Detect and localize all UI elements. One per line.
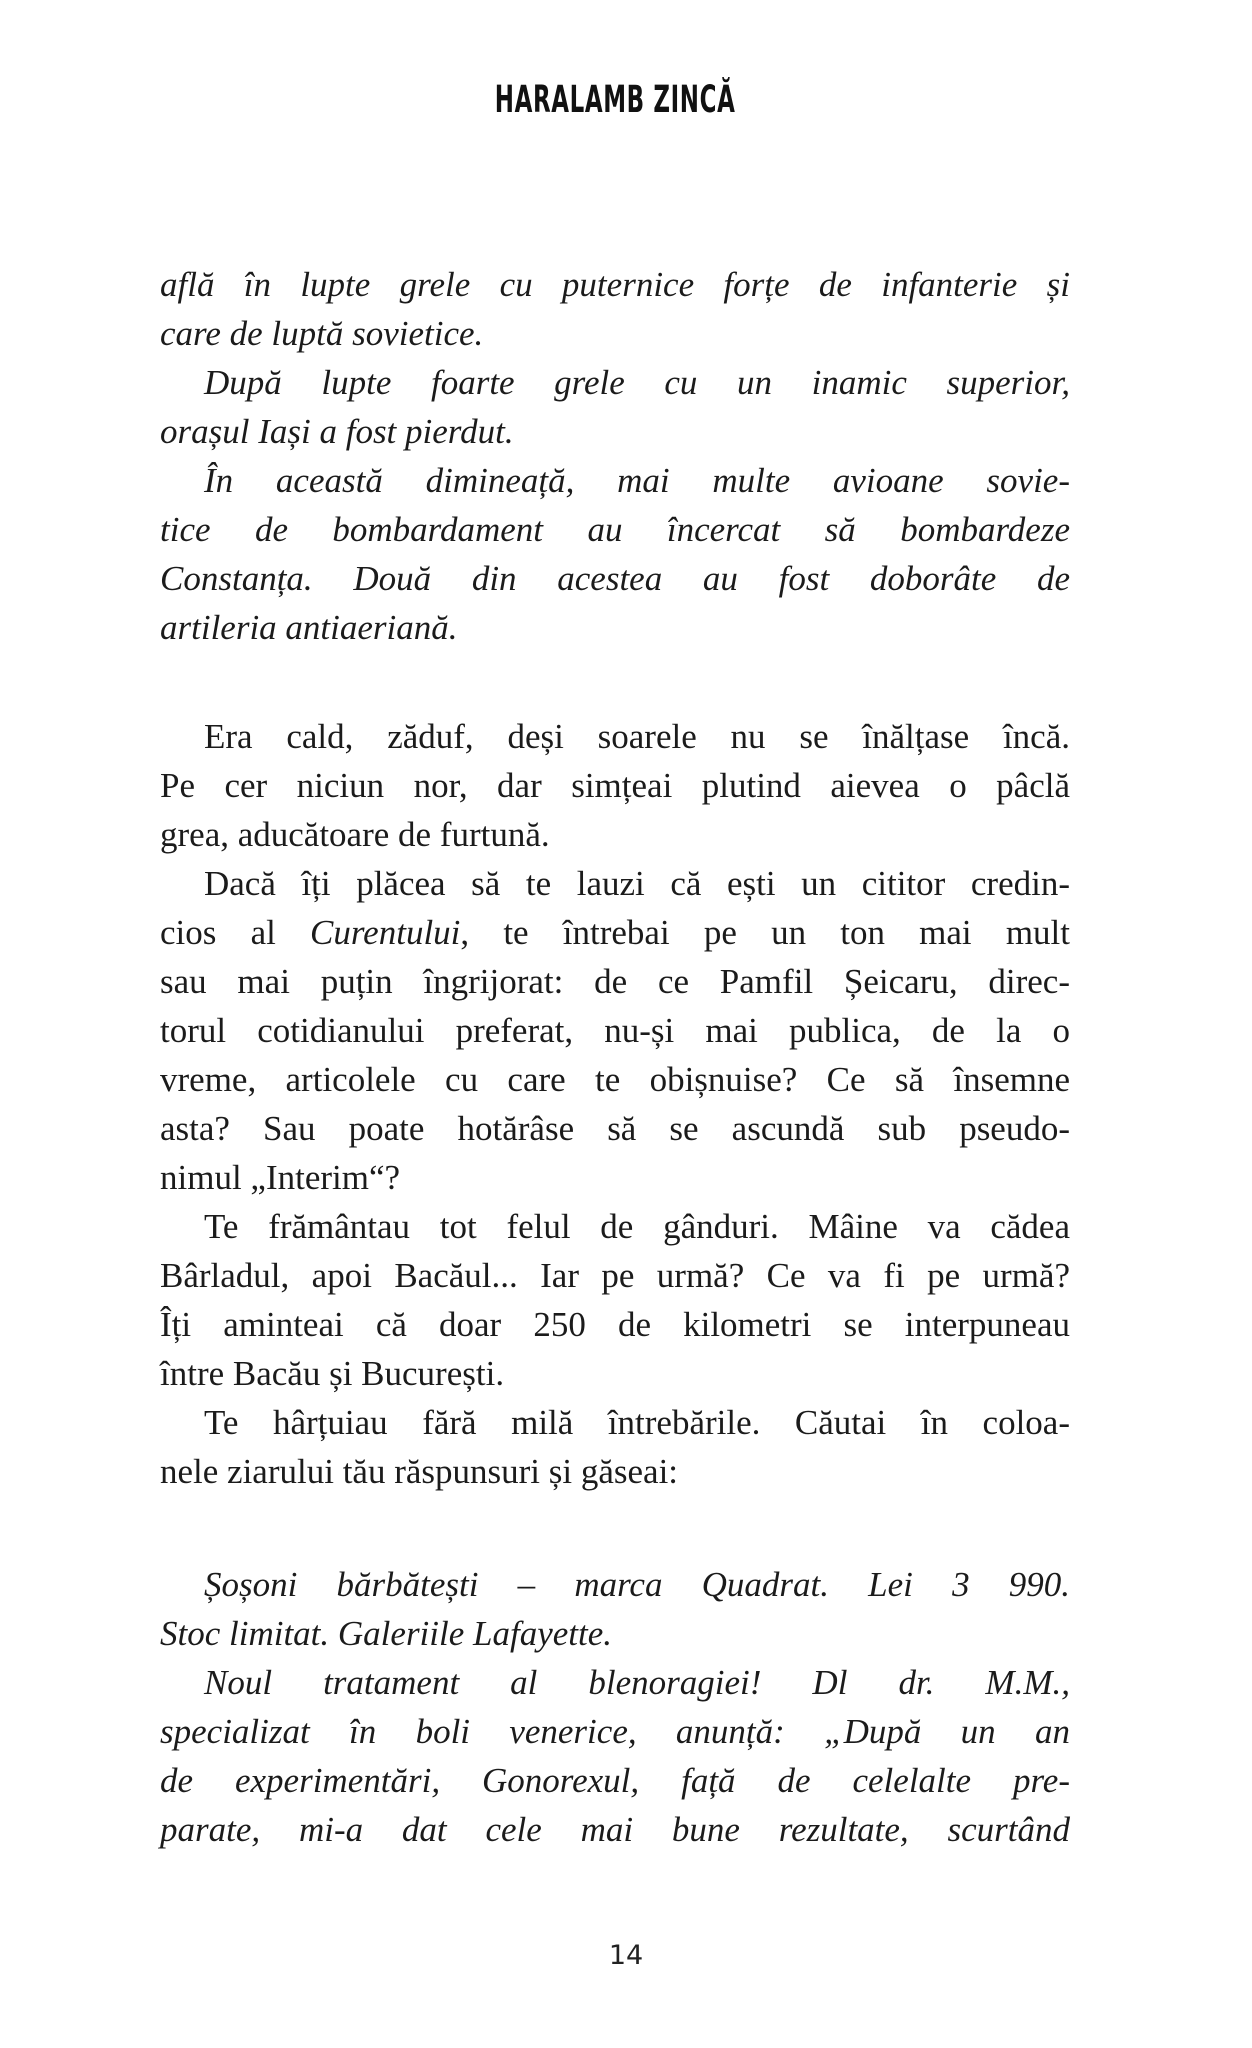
text-line: orașul Iași a fost pierdut. [160, 412, 514, 451]
text-line: torul cotidianului preferat, nu-și mai publica, de la o [160, 1011, 1070, 1050]
italic-intro-block [160, 260, 1070, 652]
text-line: Era cald, zăduf, deși soarele nu se înălțase încă. [204, 717, 1070, 756]
text-line: grea, aducătoare de furtună. [160, 815, 550, 854]
running-header [160, 80, 1070, 128]
newspaper-title: Curentului [310, 913, 461, 952]
text-line: specializat în boli venerice, anunță: „După un an [160, 1712, 1070, 1751]
page-number: 14 [608, 1940, 644, 1971]
text-line: Te frământau tot felul de gânduri. Mâine va cădea [204, 1207, 1070, 1246]
author-name: HARALAMB ZINCĂ [494, 78, 736, 121]
text-line: între Bacău și București. [160, 1354, 505, 1393]
text-line: Bârladul, apoi Bacăul... Iar pe urmă? Ce va fi pe urmă? [160, 1256, 1070, 1295]
text-line: În această dimineață, mai multe avioane sovie- [204, 461, 1070, 500]
text-line [160, 908, 1070, 957]
narration-block [160, 712, 1070, 1496]
text-line: tice de bombardament au încercat să bombardeze [160, 510, 1070, 549]
text-line: nele ziarului tău răspunsuri și găseai: [160, 1452, 679, 1491]
text-line: vreme, articolele cu care te obișnuise? Ce să însemne [160, 1060, 1070, 1099]
text-line: parate, mi-a dat cele mai bune rezultate, scurtând [160, 1810, 1070, 1849]
text-line: care de luptă sovietice. [160, 314, 484, 353]
text-line: După lupte foarte grele cu un inamic superior, [204, 363, 1070, 402]
text-line: Te hârțuiau fără milă întrebările. Căutai în coloa- [204, 1403, 1070, 1442]
text-line: Constanța. Două din acestea au fost doborâte de [160, 559, 1070, 598]
text-line: nimul „Interim“? [160, 1158, 401, 1197]
text-line: Îți aminteai că doar 250 de kilometri se interpuneau [160, 1305, 1070, 1344]
text-segment: , te întrebai pe un ton mai mult [460, 913, 1070, 952]
text-line: Pe cer niciun nor, dar simțeai plutind aievea o pâclă [160, 766, 1070, 805]
text-line: află în lupte grele cu puternice forțe de infanterie și [160, 265, 1070, 304]
newspaper-ads-block [160, 1560, 1070, 1854]
text-line: de experimentări, Gonorexul, față de celelalte pre- [160, 1761, 1070, 1800]
text-segment: cios al [160, 913, 276, 952]
text-line: Șoșoni bărbătești – marca Quadrat. Lei 3 990. [204, 1565, 1070, 1604]
text-line: asta? Sau poate hotărâse să se ascundă sub pseudo- [160, 1109, 1070, 1148]
text-line: Noul tratament al blenoragiei! Dl dr. M.M., [204, 1663, 1070, 1702]
text-line: Stoc limitat. Galeriile Lafayette. [160, 1614, 613, 1653]
text-line: artileria antiaeriană. [160, 608, 458, 647]
text-line: sau mai puțin îngrijorat: de ce Pamfil Șeicaru, direc- [160, 962, 1070, 1001]
text-line: Dacă îți plăcea să te lauzi că ești un cititor credin- [204, 864, 1070, 903]
